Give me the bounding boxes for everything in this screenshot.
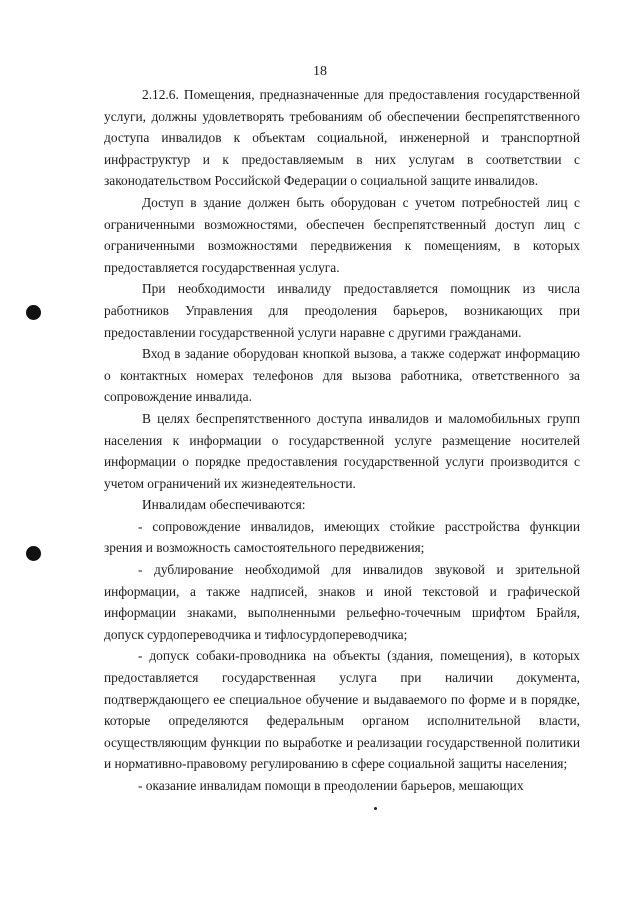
list-item-duplication: - дублирование необходимой для инвалидов звуковой и зрительной информации, а также надписей, знаков и иной текстовой и графической информации знаками, выполненными рельефно-точечным шрифтом Брайля, допуск сурдопереводчика и тифлосурдопереводчика;: [104, 562, 580, 642]
paragraph-information-access: В целях беспрепятственного доступа инвалидов и маломобильных групп населения к информации о государственной услуге размещение носителей информации о порядке предоставления государственной услуги производится с учетом ограничений их жизнедеятельности.: [104, 410, 580, 491]
punch-hole-mark: [26, 546, 41, 561]
page-number: 18: [313, 64, 327, 79]
list-item-guide-dog: - допуск собаки-проводника на объекты (здания, помещения), в которых предоставляется государственная услуга при наличии документа, подтверждающего ее специальное обучение и выдаваемого по форме и в порядке, которые определяются федеральным органом исполнительной власти, осуществляющим функции по выработке и реализации государственной политики и нормативно-правовому регулированию в сфере социальной защиты населения;: [104, 648, 580, 772]
list-item-barrier-help: - оказание инвалидам помощи в преодолении барьеров, мешающих: [138, 778, 524, 793]
scan-speck: [374, 807, 377, 810]
document-body: [104, 84, 580, 797]
paragraph-entrance-button: Вход в задание оборудован кнопкой вызова, а также содержат информацию о контактных номерах телефонов для вызова работника, ответственного за сопровождение инвалида.: [104, 346, 580, 405]
paragraph-list-intro: Инвалидам обеспечиваются:: [142, 497, 306, 513]
paragraph-assistant: При необходимости инвалиду предоставляется помощник из числа работников Управления для преодоления барьеров, возникающих при предоставлении государственной услуги наравне с другими гражданами.: [104, 281, 580, 340]
paragraph-2-12-6: 2.12.6. Помещения, предназначенные для предоставления государственной услуги, должны удовлетворять требованиям об обеспечении беспрепятственного доступа инвалидов к объектам социальной, инженерной и транспортной инфраструктур и к предоставляемым в них услугам в соответствии с законодательством Российской Федерации о социальной защите инвалидов.: [104, 87, 580, 189]
punch-hole-mark: [26, 305, 41, 320]
list-item-escort: - сопровождение инвалидов, имеющих стойкие расстройства функции зрения и возможность самостоятельного передвижения;: [104, 518, 580, 556]
paragraph-building-access: Доступ в здание должен быть оборудован с учетом потребностей лиц с ограниченными возможностями, обеспечен беспрепятственный доступ лиц с ограниченными возможностями передвижения к помещениям, в которых предоставляется государственная услуга.: [104, 194, 580, 275]
